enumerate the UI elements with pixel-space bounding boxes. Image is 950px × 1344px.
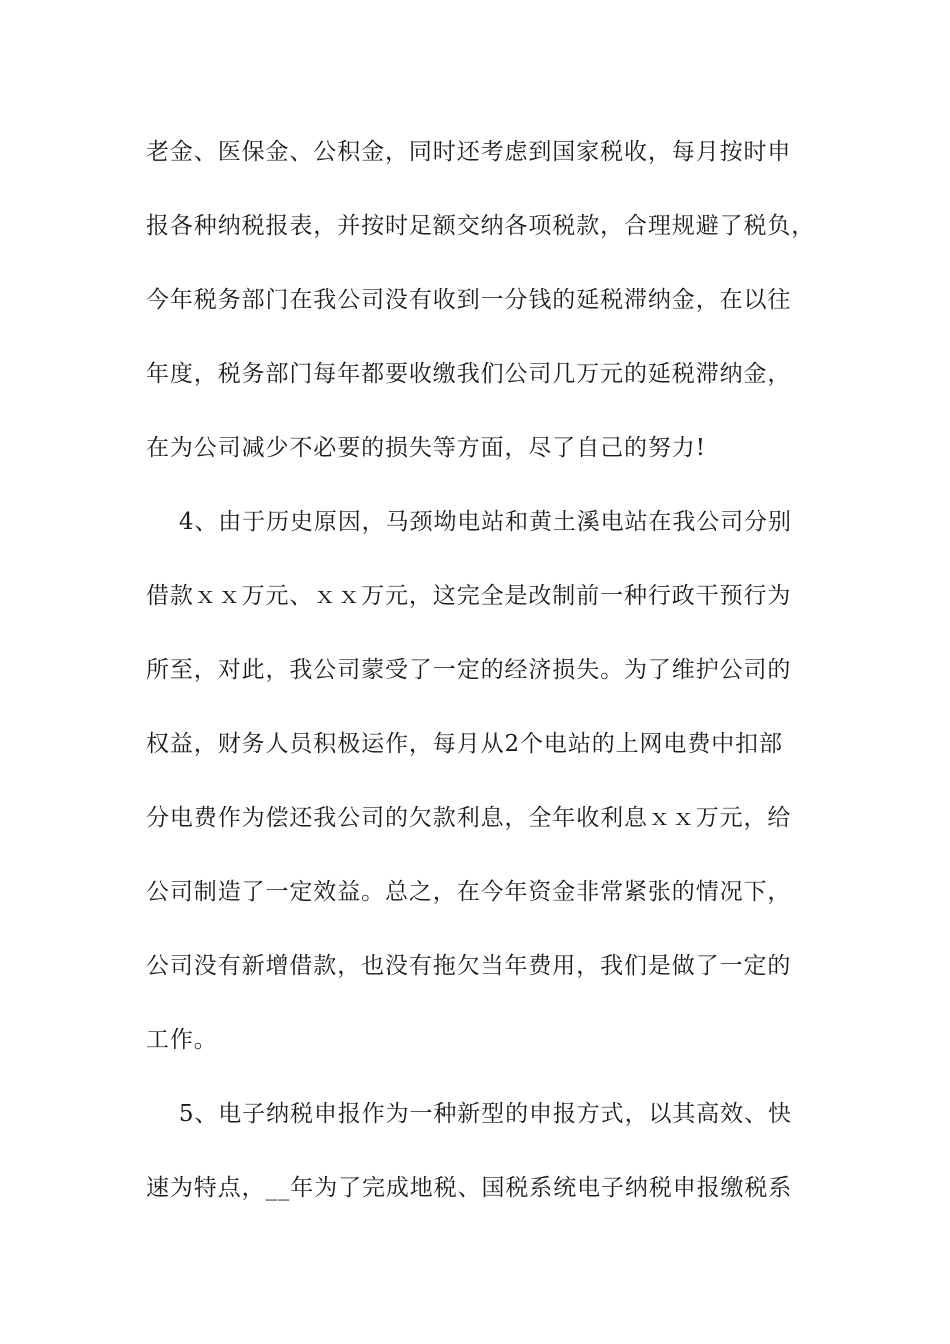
text-line: 权益，财务人员积极运作，每月从2个电站的上网电费中扣部 [146, 731, 783, 757]
text-line: 公司制造了一定效益。总之，在今年资金非常紧张的情况下， [146, 879, 792, 905]
text-line: 工作。 [146, 1027, 218, 1053]
text-line: 报各种纳税报表，并按时足额交纳各项税款，合理规避了税负， [146, 213, 816, 239]
text-line: 4、由于历史原因，马颈坳电站和黄土溪电站在我公司分别 [146, 509, 792, 535]
body-text [146, 126, 816, 1236]
text-line: 分电费作为偿还我公司的欠款利息，全年收利息ｘｘ万元，给 [146, 805, 792, 831]
text-line: 速为特点，__年为了完成地税、国税系统电子纳税申报缴税系 [146, 1175, 793, 1201]
text-line: 老金、医保金、公积金，同时还考虑到国家税收，每月按时申 [146, 139, 792, 165]
text-line: 公司没有新增借款，也没有拖欠当年费用，我们是做了一定的 [146, 953, 792, 979]
text-line: 5、电子纳税申报作为一种新型的申报方式，以其高效、快 [146, 1101, 792, 1127]
text-line: 年度，税务部门每年都要收缴我们公司几万元的延税滞纳金， [146, 361, 792, 387]
text-line: 所至，对此，我公司蒙受了一定的经济损失。为了维护公司的 [146, 657, 792, 683]
text-line: 在为公司减少不必要的损失等方面，尽了自己的努力! [146, 435, 706, 461]
text-line: 今年税务部门在我公司没有收到一分钱的延税滞纳金，在以往 [146, 287, 792, 313]
text-line: 借款ｘｘ万元、ｘｘ万元，这完全是改制前一种行政干预行为 [146, 583, 792, 609]
